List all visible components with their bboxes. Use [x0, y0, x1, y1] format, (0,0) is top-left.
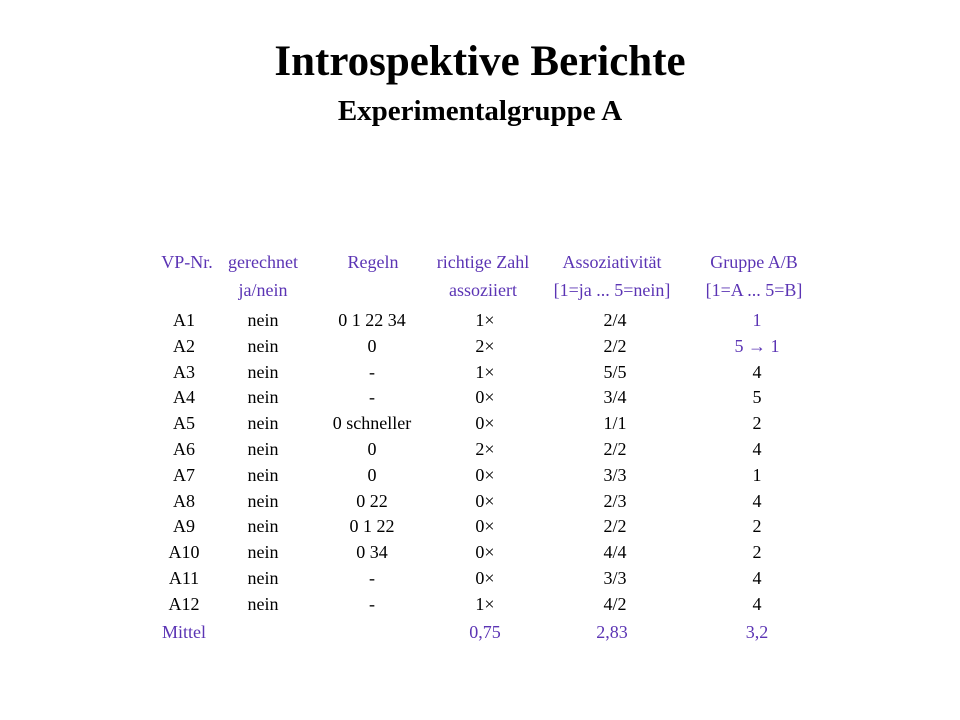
cell-richtige-zahl: 2× — [475, 336, 495, 356]
cell-richtige-zahl: 1× — [475, 362, 495, 382]
header-richtige-zahl-sub: assoziiert — [449, 280, 517, 300]
cell-assoziativitaet: 2/3 — [603, 491, 627, 511]
header-richtige-zahl: richtige Zahl — [436, 252, 530, 272]
cell-vp-nr: A8 — [173, 491, 195, 511]
cell-vp-nr: A9 — [173, 516, 195, 536]
cell-gerechnet: nein — [247, 516, 279, 536]
cell-regeln: - — [369, 568, 375, 588]
cell-gruppe: 1 — [752, 465, 762, 485]
cell-gerechnet: nein — [247, 594, 279, 614]
cell-gerechnet: nein — [247, 413, 279, 433]
cell-richtige-zahl: 2× — [475, 439, 495, 459]
header-gerechnet-sub: ja/nein — [238, 280, 288, 300]
cell-gerechnet: nein — [247, 465, 279, 485]
cell-vp-nr: A6 — [173, 439, 195, 459]
cell-assoziativitaet: 2/2 — [603, 516, 627, 536]
cell-gerechnet: nein — [247, 439, 279, 459]
cell-assoziativitaet: 2/2 — [603, 439, 627, 459]
cell-gerechnet: nein — [247, 310, 279, 330]
cell-regeln: 0 schneller — [332, 413, 412, 433]
cell-regeln: 0 1 22 — [349, 516, 395, 536]
mittel-label: Mittel — [162, 622, 206, 642]
cell-gruppe: 5 → 1 — [734, 336, 780, 356]
cell-assoziativitaet: 1/1 — [603, 413, 627, 433]
cell-richtige-zahl: 0× — [475, 516, 495, 536]
cell-vp-nr: A3 — [173, 362, 195, 382]
cell-richtige-zahl: 0× — [475, 568, 495, 588]
cell-richtige-zahl: 1× — [475, 310, 495, 330]
cell-gruppe: 2 — [752, 413, 762, 433]
cell-gruppe: 4 — [752, 439, 762, 459]
cell-regeln: 0 22 — [356, 491, 388, 511]
cell-assoziativitaet: 4/2 — [603, 594, 627, 614]
cell-gruppe: 5 — [752, 387, 762, 407]
cell-gruppe: 4 — [752, 491, 762, 511]
cell-gerechnet: nein — [247, 542, 279, 562]
cell-richtige-zahl: 0× — [475, 387, 495, 407]
cell-vp-nr: A2 — [173, 336, 195, 356]
cell-gerechnet: nein — [247, 362, 279, 382]
cell-assoziativitaet: 3/4 — [603, 387, 627, 407]
cell-richtige-zahl: 0× — [475, 491, 495, 511]
cell-assoziativitaet: 2/4 — [603, 310, 627, 330]
cell-vp-nr: A1 — [173, 310, 195, 330]
header-vp-nr: VP-Nr. — [161, 252, 213, 272]
header-assoziativitaet-sub: [1=ja ... 5=nein] — [553, 280, 671, 300]
cell-richtige-zahl: 0× — [475, 465, 495, 485]
header-assoziativitaet: Assoziativität — [562, 252, 662, 272]
cell-richtige-zahl: 0× — [475, 542, 495, 562]
mittel-assoziativitaet: 2,83 — [596, 622, 628, 642]
cell-regeln: 0 1 22 34 — [338, 310, 406, 330]
cell-gruppe: 4 — [752, 362, 762, 382]
page-subtitle: Experimentalgruppe A — [337, 95, 623, 127]
header-gerechnet: gerechnet — [228, 252, 298, 272]
cell-regeln: 0 — [367, 465, 377, 485]
cell-vp-nr: A11 — [168, 568, 200, 588]
cell-gerechnet: nein — [247, 568, 279, 588]
cell-regeln: - — [369, 594, 375, 614]
cell-regeln: 0 34 — [356, 542, 388, 562]
header-gruppe-sub: [1=A ... 5=B] — [705, 280, 803, 300]
cell-gerechnet: nein — [247, 387, 279, 407]
cell-gruppe: 2 — [752, 516, 762, 536]
cell-regeln: 0 — [367, 439, 377, 459]
cell-gruppe: 4 — [752, 568, 762, 588]
mittel-richtige-zahl: 0,75 — [469, 622, 501, 642]
cell-vp-nr: A10 — [168, 542, 200, 562]
cell-gerechnet: nein — [247, 491, 279, 511]
header-gruppe: Gruppe A/B — [710, 252, 798, 272]
cell-richtige-zahl: 1× — [475, 594, 495, 614]
cell-vp-nr: A12 — [168, 594, 200, 614]
page-title: Introspektive Berichte — [274, 38, 686, 85]
cell-regeln: 0 — [367, 336, 377, 356]
cell-gruppe: 2 — [752, 542, 762, 562]
cell-assoziativitaet: 2/2 — [603, 336, 627, 356]
cell-vp-nr: A4 — [173, 387, 195, 407]
cell-assoziativitaet: 3/3 — [603, 568, 627, 588]
mittel-gruppe: 3,2 — [745, 622, 769, 642]
cell-gerechnet: nein — [247, 336, 279, 356]
cell-regeln: - — [369, 362, 375, 382]
cell-assoziativitaet: 5/5 — [603, 362, 627, 382]
cell-regeln: - — [369, 387, 375, 407]
cell-richtige-zahl: 0× — [475, 413, 495, 433]
cell-vp-nr: A5 — [173, 413, 195, 433]
cell-gruppe: 1 — [752, 310, 762, 330]
header-regeln: Regeln — [347, 252, 399, 272]
cell-vp-nr: A7 — [173, 465, 195, 485]
cell-assoziativitaet: 4/4 — [603, 542, 627, 562]
cell-gruppe: 4 — [752, 594, 762, 614]
cell-assoziativitaet: 3/3 — [603, 465, 627, 485]
